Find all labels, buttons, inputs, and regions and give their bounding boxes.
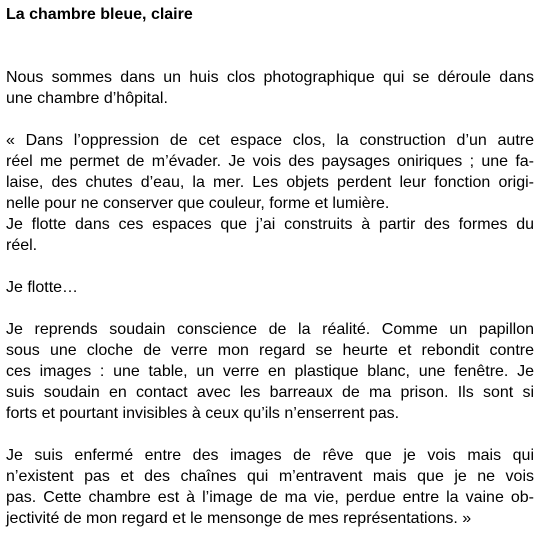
text-line: Je reprends soudain conscience de la réalité. Comme un papillon	[6, 321, 534, 338]
text-line: une chambre d’hôpital.	[6, 90, 168, 107]
document-title: La chambre bleue, claire	[6, 6, 193, 23]
text-line: jectivité de mon regard et le mensonge de mes représentations. »	[6, 510, 472, 527]
document-page	[6, 4, 534, 529]
text-line: Je flotte…	[6, 279, 79, 296]
text-line: laise, des chutes d’eau, la mer. Les objets perdent leur fonction origi-	[6, 174, 534, 191]
text-line: forts et pourtant invisibles à ceux qu’ils n’enserrent pas.	[6, 405, 400, 422]
spacer	[6, 109, 534, 130]
text-line: réel.	[6, 237, 38, 254]
text-line: pas. Cette chambre est à l’image de ma vie, perdue entre la vaine ob-	[6, 489, 534, 506]
text-line: n’existent pas et des chaînes qui m’entravent mais que je ne vois	[6, 468, 534, 485]
paragraph-quote-opening	[6, 130, 534, 256]
text-line: Je flotte dans ces espaces que j’ai construits à partir des formes du	[6, 216, 534, 233]
text-line: Je suis enfermé entre des images de rêve que je vois mais qui	[6, 447, 534, 464]
paragraph-intro	[6, 67, 534, 109]
spacer	[6, 256, 534, 277]
text-line: réel me permet de m’évader. Je vois des paysages oniriques ; une fa-	[6, 153, 534, 170]
text-line: nelle pour ne conserver que couleur, forme et lumière.	[6, 195, 390, 212]
text-line: suis soudain en contact avec les barreaux de ma prison. Ils sont si	[6, 384, 534, 401]
text-line: ces images : une table, un verre en plastique blanc, une fenêtre. Je	[6, 363, 534, 380]
text-line: sous une cloche de verre mon regard se heurte et rebondit contre	[6, 342, 534, 359]
paragraph-closing	[6, 445, 534, 529]
spacer	[6, 424, 534, 445]
paragraph-short	[6, 277, 534, 298]
spacer	[6, 25, 534, 67]
paragraph-reality	[6, 319, 534, 424]
text-line: Nous sommes dans un huis clos photographique qui se déroule dans	[6, 69, 534, 86]
text-line: « Dans l’oppression de cet espace clos, la construction d’un autre	[6, 132, 534, 149]
spacer	[6, 298, 534, 319]
